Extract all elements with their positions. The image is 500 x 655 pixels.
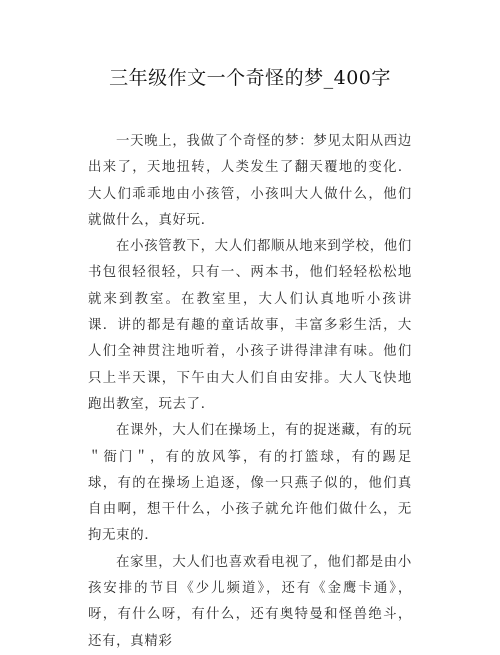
paragraph-2: 在小孩管教下，大人们都顺从地来到学校，他们书包很轻很轻，只有一、两本书，他们轻轻松松地就来到教室。在教室里，大人们认真地听小孩讲课．讲的都是有趣的童话故事，丰富多彩生活，大人们全神贯注地听着，小孩子讲得津津有味。他们只上半天课，下午由大人们自由安排。大人飞快地跑出教室，玩去了． — [88, 239, 412, 412]
paragraph-4: 在家里，大人们也喜欢看电视了，他们都是由小孩安排的节目《少儿频道》，还有《金鹰卡通》，呀，有什么呀，有什么，还有奥特曼和怪兽绝斗，还有，真精彩 — [88, 554, 412, 649]
paragraph-1: 一天晚上，我做了个奇怪的梦：梦见太阳从西边出来了，天地扭转，人类发生了翻天覆地的变化．大人们乖乖地由小孩管，小孩叫大人做什么，他们就做什么，真好玩． — [88, 134, 412, 228]
paragraph-3: 在课外，大人们在操场上，有的捉迷藏，有的玩＂衙门＂，有的放风筝，有的打篮球，有的踢足球，有的在操场上追逐，像一只燕子似的，他们真自由啊，想干什么，小孩子就允许他们做什么，无拘无束的． — [88, 423, 412, 544]
document-title: 三年级作文一个奇怪的梦_400字 — [109, 67, 391, 89]
document-body — [88, 129, 412, 655]
